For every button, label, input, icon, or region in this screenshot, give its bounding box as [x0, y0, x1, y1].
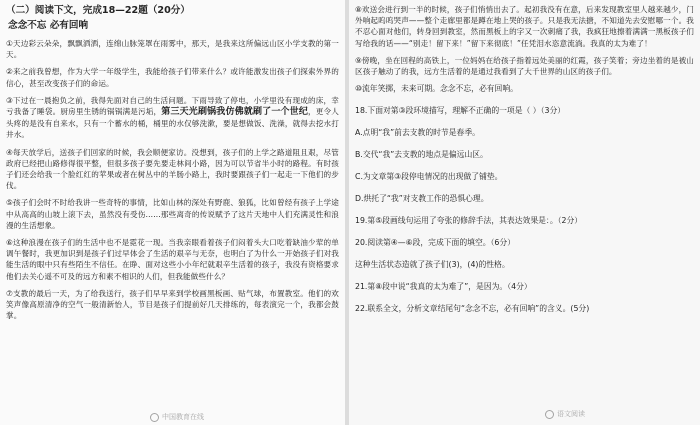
section-title: （二）阅读下文，完成18—22题（20分） — [6, 5, 190, 16]
question-21: 21.第⑧段中说“我真的太为难了”，是因为。（4分） — [355, 282, 532, 292]
watermark-logo-icon — [150, 413, 159, 422]
question-18-option-c: C.为文章第③段停电情况的出现做了铺垫。 — [355, 172, 503, 182]
paragraph-3-end: ，更令人头疼的是没有自来水，只有一个蓄水的桶，桶里的水仅够洗漱，要是想做饭、洗澡，就得去挖水打井水。 — [6, 107, 340, 140]
watermark-left-text: 中国教育在线 — [162, 413, 204, 421]
watermark-right-text: 语文阅读 — [557, 410, 585, 418]
right-page — [349, 0, 700, 425]
paragraph-5: ⑤孩子们会时不时给我讲一些奇特的事情，比如山林的深处有野鹿、狼狐，比如曾经有孩子上学途中从高高的山坡上滚下去，虽然没有受伤……那些离奇的传说赋予了这片天地中人们充满灵性和浪漫的生活想象。 — [6, 198, 339, 230]
paragraph-3 — [6, 95, 339, 141]
question-18-option-b: B.交代“我”去支教的地点是偏远山区。 — [355, 150, 488, 160]
watermark-left — [150, 412, 204, 422]
question-22: 22.联系全文，分析文章结尾句“念念不忘，必有回响”的含义。(5分) — [355, 304, 590, 314]
question-18-option-a: A.点明“我”前去支教的时节是春季。 — [355, 128, 480, 138]
question-18-option-d: D.烘托了“我”对支教工作的恐惧心理。 — [355, 194, 489, 204]
paragraph-10: ⑩流年笑掷，未来可期。念念不忘，必有回响。 — [355, 84, 518, 94]
paragraph-2: ②来之前我曾想，作为大学一年级学生，我能给孩子们带来什么？或许能激发出孩子们探索外界的信心，甚至改变孩子们的命运。 — [6, 67, 339, 88]
article-title: 念念不忘 必有回响 — [8, 20, 89, 31]
left-page — [0, 0, 345, 425]
question-20: 20.阅读第④—⑥段，完成下面的填空。（6分） — [355, 238, 515, 248]
question-18: 18.下面对第③段环境描写，理解不正确的一项是（ ）（3分） — [355, 106, 566, 116]
paragraph-9: ⑨傍晚，坐在回程的高铁上，一位妈妈在给孩子指着远处美丽的红霞，孩子笑着；旁边坐着的是被山区孩子触动了的我，远方生活着的是通过我看到了大千世界的山区的孩子们。 — [355, 55, 694, 77]
paragraph-6: ⑥这种浪漫在孩子们的生活中也不是霓花一现。当我亲眼看着孩子们闷着头大口吃着缺油少荤的单调午餐时，我更加识到是孩子们过早体会了生活的艰辛与无奈，也明白了为什么一开始孩子们对我能生活的眼中只有些陌生不信任。在睁、面对这些小小年纪就艰辛生活着的孩子，我没有资格要求他们去关心遥不可及的远方和素不相识的人们，但我能做些什么？ — [6, 238, 339, 281]
paragraph-8: ⑧欢送会进行到一半的时候，孩子们悄悄出去了。起初我没有在意，后来发现教室里人越来越少，门外响起呜呜哭声——整个走廊里都是蹲在地上哭的孩子。只是我无法搪，不知道先去安慰哪一个。我不忍心面对他们，转身回到教室，然而黑板上的字又一次刺痛了我，我疯狂地擦着满满一黑板孩子们写给我的话——“别走！留下来！”留下来彻底！”任凭泪水恣意流淌。我真的太为难了！ — [355, 5, 694, 48]
question-20-fill: 这种生活状态造就了孩子们(3)，(4)的性格。 — [355, 260, 510, 270]
paragraph-4: ④每天放学后，送孩子们回家的时候，我会顺便家访。没想到，孩子们的上学之路道阻且艰，尽管政府已经把山路修得很平整，但很多孩子要先要走林间小路，因为可以节省半小时的路程。有时孩子们还会给我一个脸红红的苹果或者在树丛中的羊肠小路上，我时要跟孩子们一起走一下他们的步伐。 — [6, 147, 339, 191]
paragraph-3-underlined-sentence: 第三天光刷锅我仿佛就刷了一个世纪 — [161, 107, 309, 118]
paragraph-3-start: ③下过在一晨抱负之前，我得先面对自己的生活问题。下雨导致了停电，小学里没有现成的床，幸亏我备了睡袋。厨房里生锈的锅锅满是污垢， — [6, 95, 339, 117]
watermark-right — [545, 409, 585, 419]
paragraph-7: ⑦支教的最后一天，为了给我送行，孩子们早早来到学校画黑板画、贴气球，布置教室。他们的欢笑声像高原清净的空气一般清新怡人，节目是孩子们提前好几天排练的，每表演完一个，我都会鼓掌。 — [6, 288, 339, 321]
question-19: 19.第⑤段画线句运用了夸张的修辞手法，其表达效果是：。（2分） — [355, 216, 583, 226]
watermark-logo-icon — [545, 410, 554, 419]
paragraph-1: ①天边彩云朵朵，飘飘洒洒，连绵山脉笼罩在雨雾中，那天，是我来这所偏远山区小学支教的第一天。 — [6, 39, 339, 60]
